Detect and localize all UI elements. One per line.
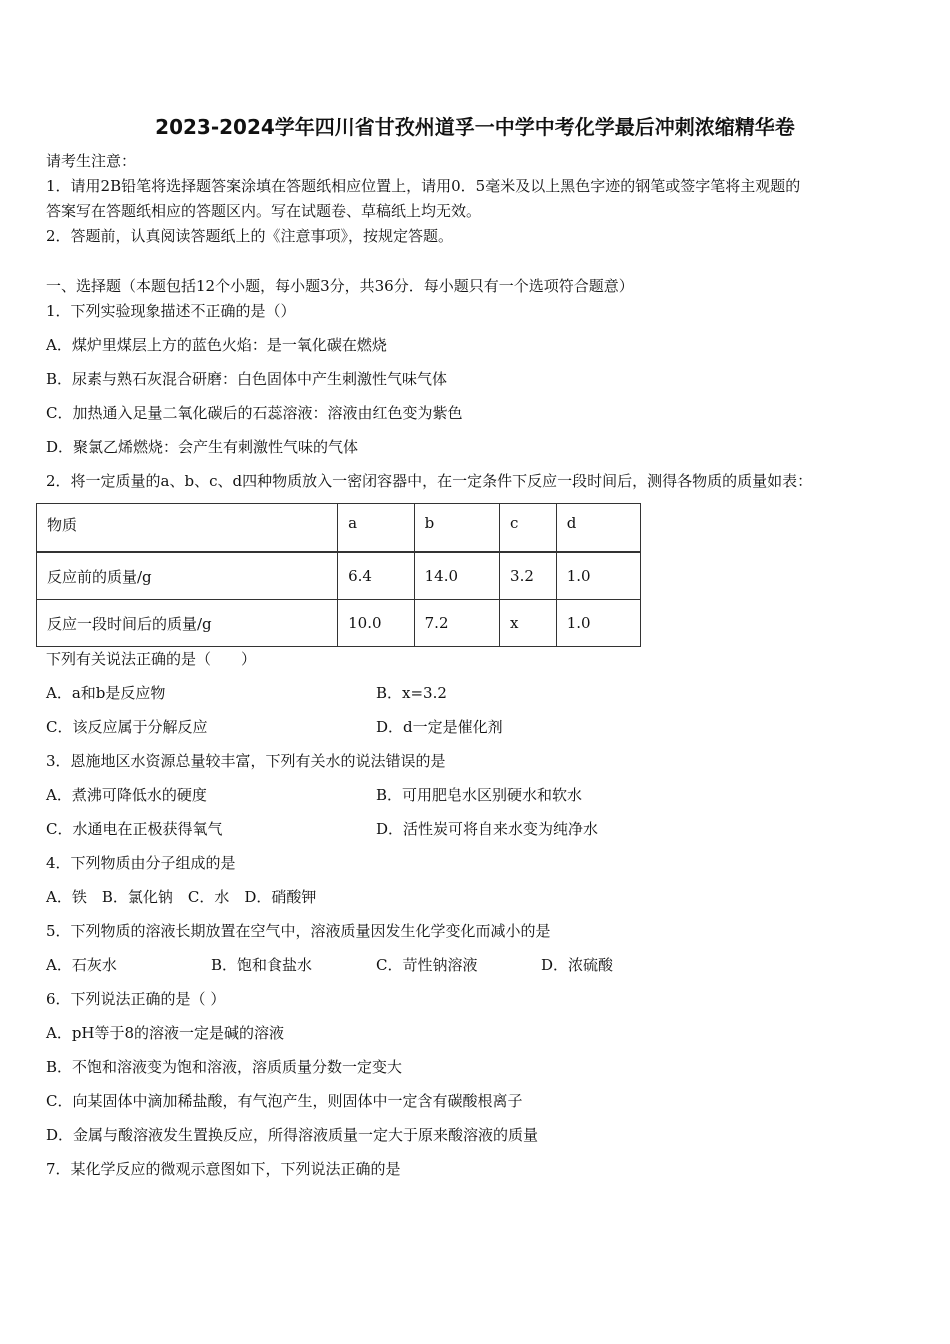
question-6-option-d: D．金属与酸溶液发生置换反应，所得溶液质量一定大于原来酸溶液的质量	[46, 1126, 539, 1144]
table-header-cell: a	[338, 504, 415, 553]
table-row	[37, 600, 641, 647]
table-cell: 3.2	[500, 552, 557, 600]
table-header-cell: c	[500, 504, 557, 553]
notice-line-3: 2．答题前，认真阅读答题纸上的《注意事项》，按规定答题。	[46, 227, 454, 245]
table-cell: 反应一段时间后的质量/g	[37, 600, 338, 647]
question-3-option-d: D．活性炭可将自来水变为纯净水	[376, 820, 599, 838]
question-3-stem: 3．恩施地区水资源总量较丰富，下列有关水的说法错误的是	[46, 752, 446, 770]
table-cell: 6.4	[338, 552, 415, 600]
question-1-option-b: B．尿素与熟石灰混合研磨：白色固体中产生刺激性气味气体	[46, 370, 448, 388]
notice-line-1: 1．请用2B铅笔将选择题答案涂填在答题纸相应位置上，请用0．5毫米及以上黑色字迹的钢笔或签字笔将主观题的	[46, 177, 801, 195]
table-cell: 1.0	[556, 552, 640, 600]
question-5-option-d: D．浓硫酸	[541, 956, 614, 974]
question-5-stem: 5．下列物质的溶液长期放置在空气中，溶液质量因发生化学变化而减小的是	[46, 922, 551, 940]
question-2-option-c: C．该反应属于分解反应	[46, 718, 208, 736]
mass-table	[36, 503, 641, 647]
question-3-option-b: B．可用肥皂水区别硬水和软水	[376, 786, 583, 804]
page-title: 2023-2024学年四川省甘孜州道孚一中学中考化学最后冲刺浓缩精华卷	[155, 115, 795, 139]
question-4-options: A．铁 B．氯化钠 C．水 D．硝酸钾	[46, 888, 317, 906]
question-3-option-a: A．煮沸可降低水的硬度	[46, 786, 207, 804]
table-cell: 反应前的质量/g	[37, 552, 338, 600]
question-6-option-c: C．向某固体中滴加稀盐酸，有气泡产生，则固体中一定含有碳酸根离子	[46, 1092, 523, 1110]
table-header-row	[37, 504, 641, 553]
question-4-stem: 4．下列物质由分子组成的是	[46, 854, 236, 872]
question-1-option-d: D．聚氯乙烯燃烧：会产生有刺激性气味的气体	[46, 438, 359, 456]
question-1-option-a: A．煤炉里煤层上方的蓝色火焰：是一氧化碳在燃烧	[46, 336, 387, 354]
question-5-option-b: B．饱和食盐水	[211, 956, 313, 974]
question-5-option-a: A．石灰水	[46, 956, 117, 974]
table-cell: 10.0	[338, 600, 415, 647]
question-1-stem: 1．下列实验现象描述不正确的是（）	[46, 302, 296, 320]
table-cell: 1.0	[556, 600, 640, 647]
question-2-option-a: A．a和b是反应物	[46, 684, 166, 702]
table-cell: 7.2	[414, 600, 499, 647]
table-cell: x	[500, 600, 557, 647]
question-6-stem: 6．下列说法正确的是（ ）	[46, 990, 226, 1008]
question-3-option-c: C．水通电在正极获得氧气	[46, 820, 223, 838]
table-header-cell: d	[556, 504, 640, 553]
question-1-option-c: C．加热通入足量二氧化碳后的石蕊溶液：溶液由红色变为紫色	[46, 404, 463, 422]
question-2-option-b: B．x=3.2	[376, 684, 447, 702]
section-heading: 一、选择题（本题包括12个小题，每小题3分，共36分．每小题只有一个选项符合题意）	[46, 277, 634, 295]
question-6-option-a: A．pH等于8的溶液一定是碱的溶液	[46, 1024, 285, 1042]
question-2-stem: 2．将一定质量的a、b、c、d四种物质放入一密闭容器中，在一定条件下反应一段时间后，测得各物质的质量如表：	[46, 472, 813, 490]
question-2-option-d: D．d一定是催化剂	[376, 718, 503, 736]
table-header-cell: 物质	[37, 504, 338, 553]
question-6-option-b: B．不饱和溶液变为饱和溶液，溶质质量分数一定变大	[46, 1058, 403, 1076]
notice-line-2: 答案写在答题纸相应的答题区内。写在试题卷、草稿纸上均无效。	[46, 202, 482, 220]
question-2-follow: 下列有关说法正确的是（ ）	[46, 650, 257, 668]
table-row	[37, 552, 641, 600]
question-7-stem: 7．某化学反应的微观示意图如下，下列说法正确的是	[46, 1160, 401, 1178]
question-5-option-c: C．苛性钠溶液	[376, 956, 478, 974]
notice-heading: 请考生注意：	[46, 152, 137, 170]
table-header-cell: b	[414, 504, 499, 553]
table-cell: 14.0	[414, 552, 499, 600]
